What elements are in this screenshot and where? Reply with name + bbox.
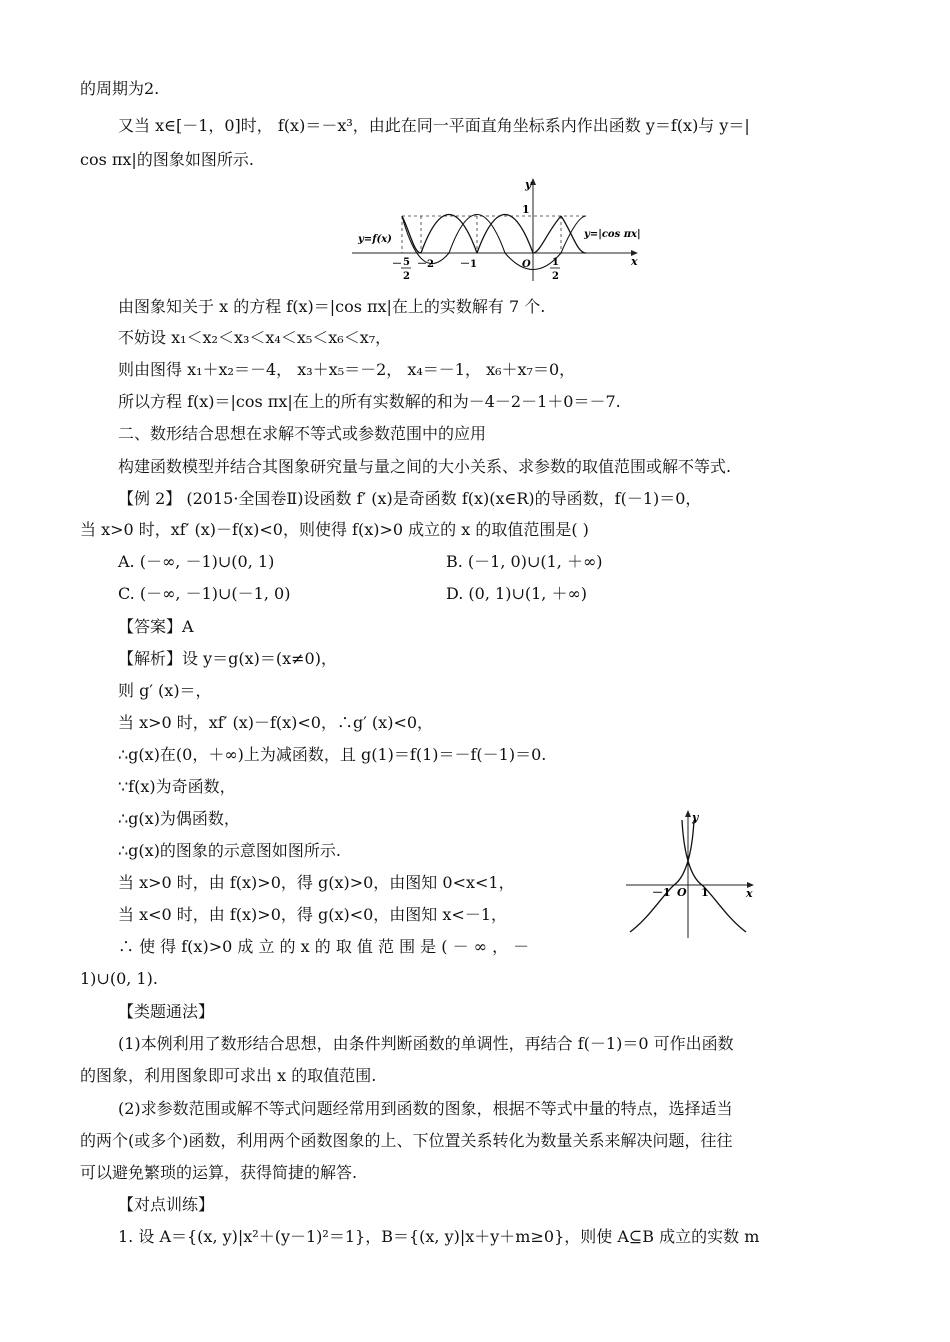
origin-label: O: [677, 886, 687, 899]
y-axis-arrow: [685, 810, 691, 817]
text-line: ∴ 使 得 f(x)>0 成 立 的 x 的 取 值 范 围 是 ( － ∞ ， －: [118, 937, 530, 956]
section-tag: 【类题通法】: [118, 1002, 215, 1021]
text-line: 的图象，利用图象即可求出 x 的取值范围.: [80, 1066, 377, 1085]
text-line: 不妨设 x₁＜x₂＜x₃＜x₄＜x₅＜x₆＜x₇，: [118, 328, 392, 347]
text-line: 当 x>0 时，xf′ (x)－f(x)<0，∴g′ (x)<0，: [118, 713, 434, 732]
curve-g-left: [630, 820, 694, 932]
text-line: ∴g(x)在(0，＋∞)上为减函数，且 g(1)＝f(1)＝－f(－1)＝0.: [118, 745, 547, 764]
option-a: A. (－∞, －1)∪(0, 1): [118, 552, 275, 571]
tick-label-1: 1: [701, 886, 709, 899]
text-line: 的两个(或多个)函数，利用两个函数图象的上、下位置关系转化为数量关系来解决问题，往往: [80, 1131, 733, 1150]
text-line: 所以方程 f(x)＝|cos πx|在上的所有实数解的和为－4－2－1＋0＝－7.: [118, 392, 621, 411]
text-line: 可以避免繁琐的运算，获得简捷的解答.: [80, 1163, 358, 1182]
label-y-abs-cos: y=|cos πx|: [584, 229, 641, 240]
y-axis-label: y: [692, 811, 699, 824]
text-line: 则由图得 x₁＋x₂＝－4， x₃＋x₅＝－2， x₄＝－1， x₆＋x₇＝0，: [118, 360, 576, 379]
curve-y-f-x: [402, 215, 586, 254]
text-line: 由图象知关于 x 的方程 f(x)＝|cos πx|在上的实数解有 7 个.: [118, 297, 546, 316]
text-line: 当 x>0 时，xf′ (x)－f(x)<0，则使得 f(x)>0 成立的 x 的取值范围是( ): [80, 520, 589, 539]
tick-label-minus1: －1: [460, 259, 477, 270]
function-graph-figure: [352, 176, 644, 286]
curve-g-right: [682, 820, 746, 932]
text-line: (2)求参数范围或解不等式问题经常用到函数的图象，根据不等式中量的特点，选择适当: [118, 1099, 733, 1118]
text-line: 当 x<0 时，由 f(x)>0，得 g(x)<0，由图知 x<－1，: [118, 905, 508, 924]
tick-label-minus2: －2: [417, 259, 434, 270]
text-line: 1)∪(0, 1).: [80, 969, 158, 988]
g-x-graph-figure: [622, 808, 762, 942]
text-line: cos πx|的图象如图所示.: [80, 150, 254, 169]
text-line: 当 x>0 时，由 f(x)>0，得 g(x)>0，由图知 0<x<1，: [118, 873, 515, 892]
text-line: 构建函数模型并结合其图象研究量与量之间的大小关系、求参数的取值范围或解不等式.: [118, 457, 732, 476]
x-axis-label: x: [631, 255, 638, 268]
tick-label-y1: 1: [522, 203, 530, 216]
answer-line: 【答案】A: [118, 617, 194, 636]
tick-label-5: 5: [403, 257, 410, 268]
example-title: 【例 2】 (2015·全国卷Ⅱ)设函数 f′ (x)是奇函数 f(x)(x∈R)的导函数，f(－1)＝0，: [118, 489, 702, 508]
option-b: B. (－1, 0)∪(1, ＋∞): [446, 552, 603, 571]
text-line: 的周期为2.: [80, 79, 160, 98]
tick-label-den-2: 2: [552, 271, 559, 282]
option-d: D. (0, 1)∪(1, ＋∞): [446, 584, 588, 603]
text-line: 又当 x∈[－1，0]时， f(x)＝－x³，由此在同一平面直角坐标系内作出函数 y＝f(x)与 y＝|: [118, 116, 750, 135]
exercise-line: 1. 设 A＝{(x, y)|x²＋(y－1)²＝1}，B＝{(x, y)|x＋y＋m≥0}，则使 A⊆B 成立的实数 m: [118, 1227, 760, 1246]
section-heading: 二、数形结合思想在求解不等式或参数范围中的应用: [118, 424, 487, 443]
x-axis-label: x: [746, 887, 753, 900]
text-line: (1)本例利用了数形结合思想，由条件判断函数的单调性，再结合 f(－1)＝0 可作出函数: [118, 1034, 734, 1053]
section-tag: 【对点训练】: [118, 1195, 215, 1214]
text-line: 则 g′ (x)＝，: [118, 681, 212, 700]
origin-label: O: [522, 259, 531, 270]
y-axis-label: y: [525, 178, 532, 191]
tick-minus-sign: －: [392, 259, 402, 270]
label-y-f-x: y=f(x): [358, 234, 392, 245]
tick-label-den-2: 2: [403, 271, 410, 282]
tick-label-minus1: －1: [652, 886, 671, 899]
analysis-line: 【解析】设 y＝g(x)＝(x≠0)，: [118, 649, 337, 668]
text-line: ∴g(x)为偶函数，: [118, 809, 240, 828]
tick-label-num-1: 1: [552, 257, 559, 268]
text-line: ∵f(x)为奇函数，: [118, 777, 236, 796]
text-line: ∴g(x)的图象的示意图如图所示.: [118, 841, 342, 860]
option-c: C. (－∞, －1)∪(－1, 0): [118, 584, 291, 603]
